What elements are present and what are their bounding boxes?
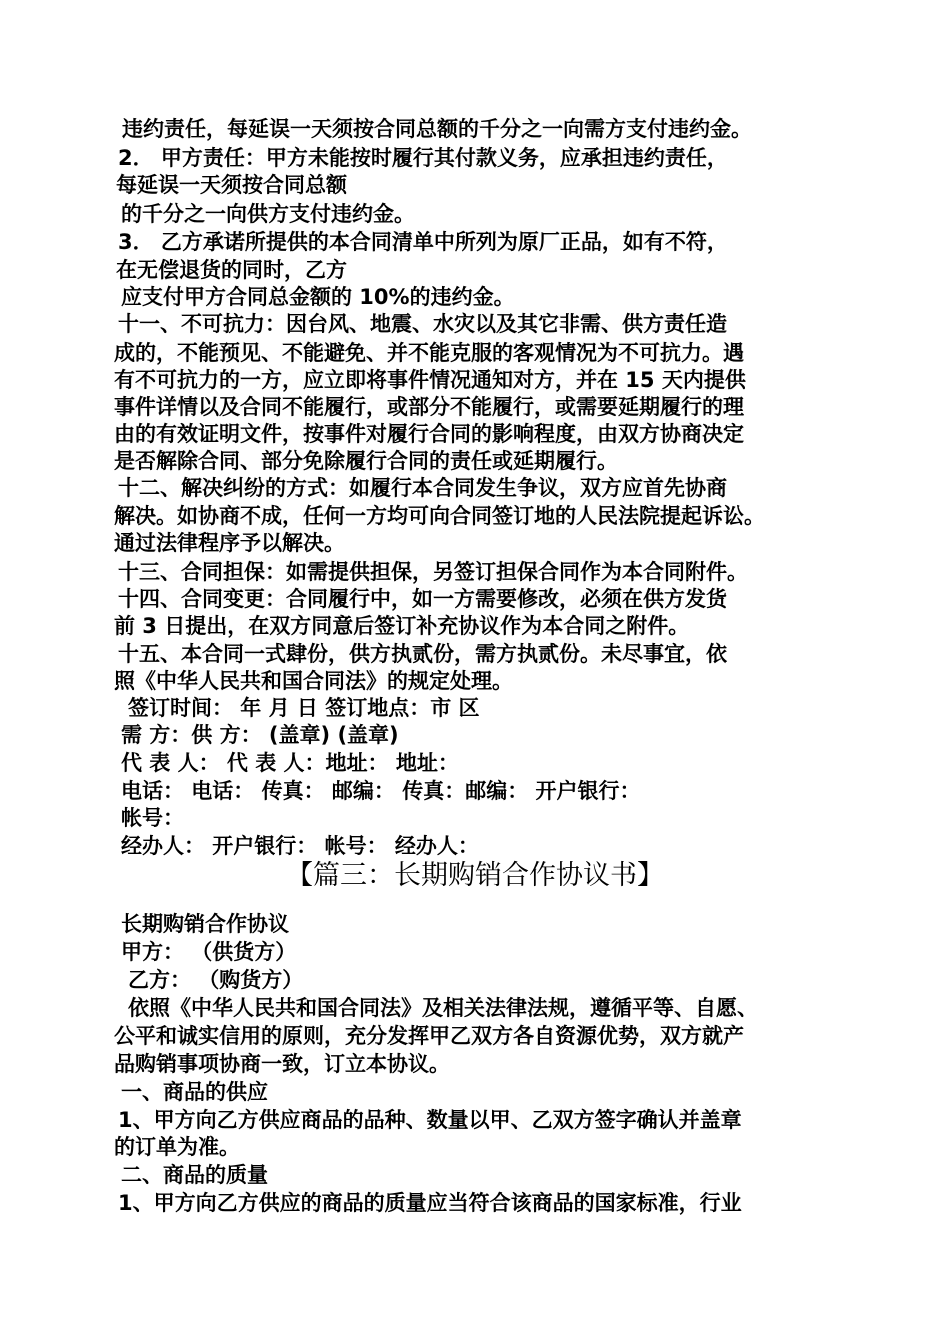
text-line: 2． 甲方责任：甲方未能按时履行其付款义务，应承担违约责任， xyxy=(118,146,728,170)
text-line: 十四、合同变更：合同履行中，如一方需要修改，必须在供方发货 xyxy=(118,587,727,611)
text-line: 违约责任，每延误一天须按合同总额的千分之一向需方支付违约金。 xyxy=(122,117,752,141)
text-line: 每延误一天须按合同总额 xyxy=(116,173,347,197)
text-line: 是否解除合同、部分免除履行合同的责任或延期履行。 xyxy=(114,449,618,473)
text-line: 通过法律程序予以解决。 xyxy=(114,531,345,555)
text-line: 公平和诚实信用的原则，充分发挥甲乙双方各自资源优势，双方就产 xyxy=(114,1024,744,1048)
text-line: 解决。如协商不成，任何一方均可向合同签订地的人民法院提起诉讼。 xyxy=(114,504,765,528)
text-line: 依照《中华人民共和国合同法》及相关法律法规，遵循平等、自愿、 xyxy=(128,996,758,1020)
handler-line: 经办人： 开户银行： 帐号： 经办人： xyxy=(121,834,479,858)
text-line: 乙方： （购货方） xyxy=(128,968,304,992)
account-line: 帐号： xyxy=(121,806,184,830)
text-line: 十三、合同担保：如需提供担保，另签订担保合同作为本合同附件。 xyxy=(118,560,748,584)
text-line: 1、甲方向乙方供应商品的品种、数量以甲、乙双方签字确认并盖章 xyxy=(118,1108,742,1132)
text-line: 事件详情以及合同不能履行，或部分不能履行，或需要延期履行的理 xyxy=(114,395,744,419)
text-line: 长期购销合作协议 xyxy=(121,912,289,936)
section-title: 【篇三：长期购销合作协议书】 xyxy=(286,860,664,891)
text-line: 前 3 日提出，在双方同意后签订补充协议作为本合同之附件。 xyxy=(114,614,690,638)
text-line: 应支付甲方合同总金额的 10%的违约金。 xyxy=(121,285,515,309)
text-line: 品购销事项协商一致，订立本协议。 xyxy=(114,1052,450,1076)
text-line: 的订单为准。 xyxy=(114,1135,240,1159)
signing-info-line: 签订时间： 年 月 日 签订地点：市 区 xyxy=(128,696,480,720)
signature-line: 需 方：供 方： (盖章) (盖章) xyxy=(121,723,399,747)
contact-line: 电话： 电话： 传真： 邮编： 传真：邮编： 开户银行： xyxy=(121,779,641,803)
text-line: 1、甲方向乙方供应的商品的质量应当符合该商品的国家标准，行业 xyxy=(118,1191,742,1215)
text-line: 十一、不可抗力：因台风、地震、水灾以及其它非需、供方责任造 xyxy=(118,312,727,336)
text-line: 由的有效证明文件，按事件对履行合同的影响程度，由双方协商决定 xyxy=(114,422,744,446)
section-heading: 二、商品的质量 xyxy=(121,1163,268,1187)
text-line: 在无偿退货的同时，乙方 xyxy=(116,258,347,282)
representative-line: 代 表 人： 代 表 人：地址： 地址： xyxy=(121,751,459,775)
text-line: 照《中华人民共和国合同法》的规定处理。 xyxy=(114,669,513,693)
text-line: 成的，不能预见、不能避免、并不能克服的客观情况为不可抗力。遇 xyxy=(114,341,744,365)
section-heading: 一、商品的供应 xyxy=(121,1080,268,1104)
text-line: 十五、本合同一式肆份，供方执贰份，需方执贰份。未尽事宜，依 xyxy=(118,642,727,666)
text-line: 有不可抗力的一方，应立即将事件情况通知对方，并在 15 天内提供 xyxy=(114,368,746,392)
text-line: 3． 乙方承诺所提供的本合同清单中所列为原厂正品，如有不符， xyxy=(118,230,728,254)
text-line: 甲方： （供货方） xyxy=(121,940,297,964)
text-line: 的千分之一向供方支付违约金。 xyxy=(121,202,415,226)
text-line: 十二、解决纠纷的方式：如履行本合同发生争议，双方应首先协商 xyxy=(118,476,727,500)
